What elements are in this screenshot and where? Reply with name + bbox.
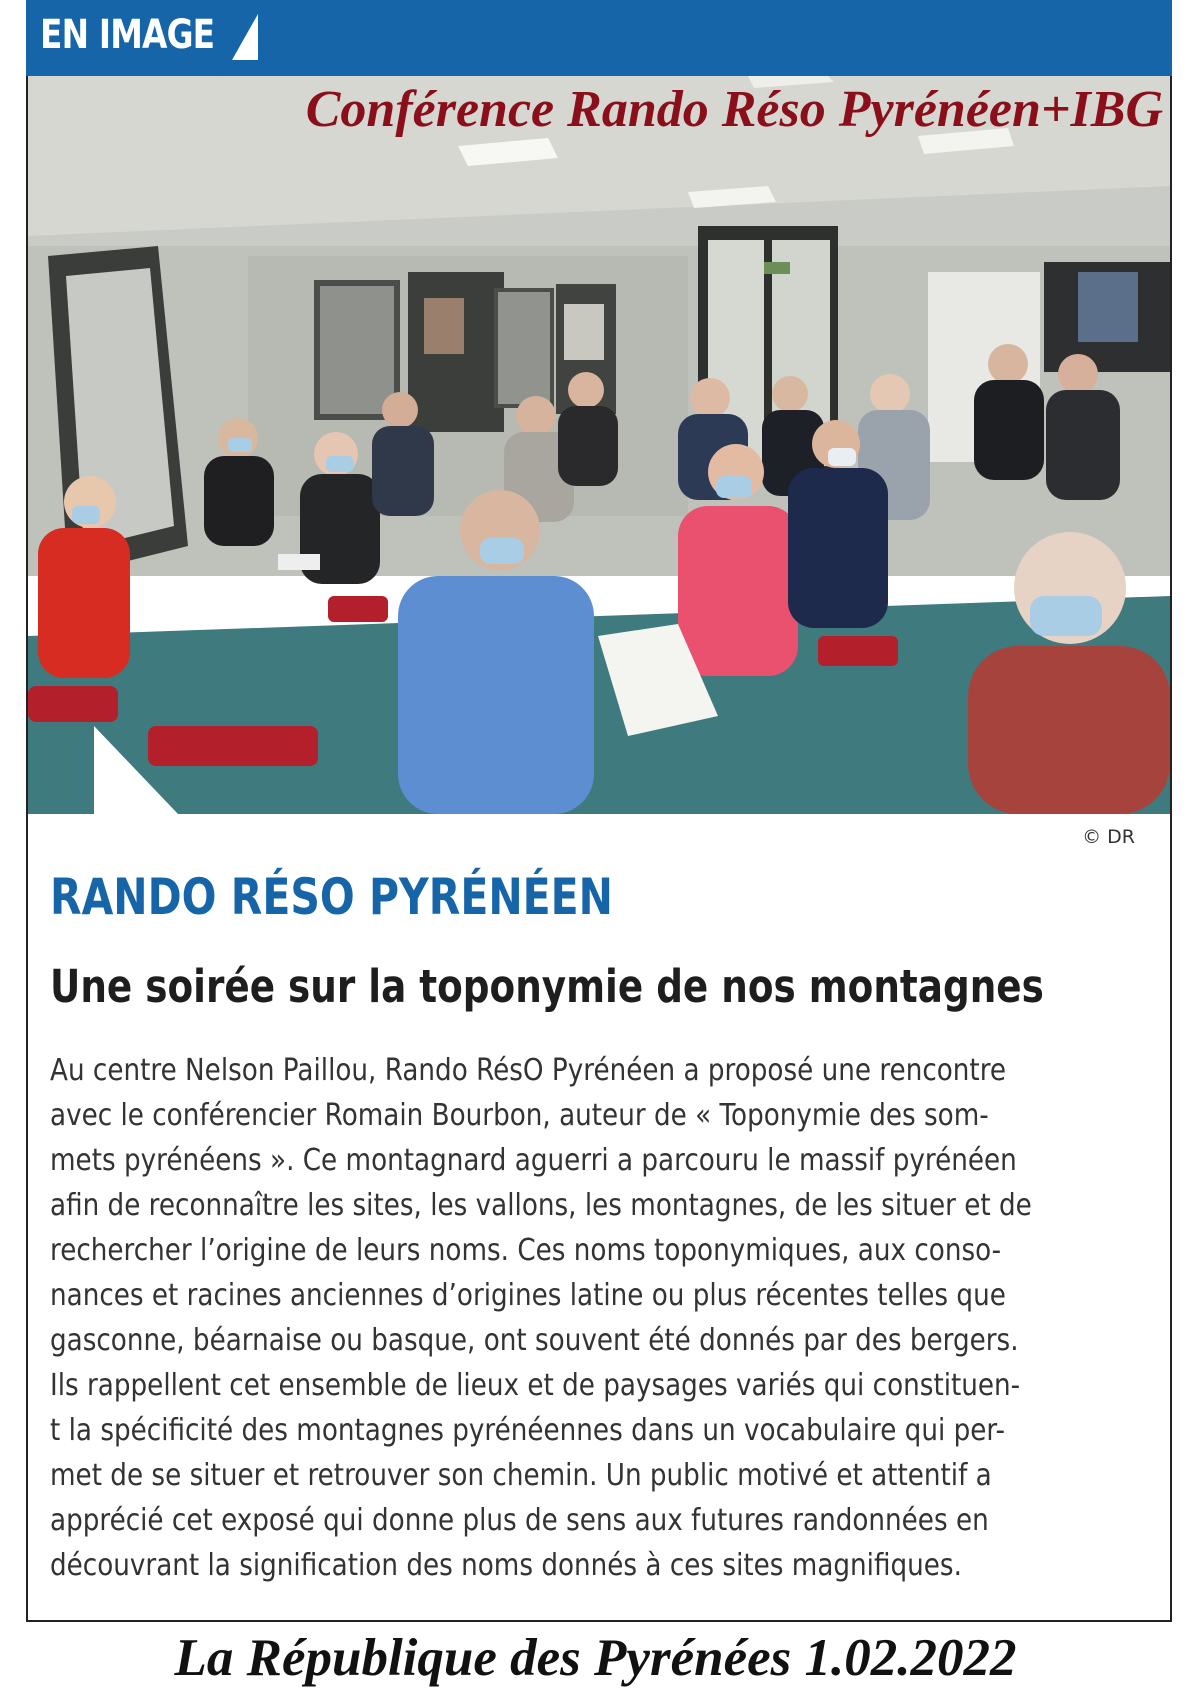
body-line: Au centre Nelson Paillou, Rando RésO Pyrénéen a proposé une rencontre [50, 1053, 1007, 1088]
conference-photo [28, 76, 1170, 814]
body-line: nances et racines anciennes d’origines latine ou plus récentes telles que [50, 1278, 1006, 1313]
body-line: mets pyrénéens ». Ce montagnard aguerri a parcouru le massif pyrénéen [50, 1143, 1017, 1178]
body-line: avec le conférencier Romain Bourbon, auteur de « Toponymie des som- [50, 1098, 989, 1133]
article-body [50, 1048, 1150, 1588]
body-line: apprécié cet exposé qui donne plus de sens aux futures randonnées en [50, 1503, 989, 1538]
body-line: met de se situer et retrouver son chemin. Un public motivé et attentif a [50, 1458, 992, 1493]
photo-overlay-title: Conférence Rando Réso Pyrénéen+IBG [305, 81, 1163, 138]
body-line: gasconne, béarnaise ou basque, ont souvent été donnés par des bergers. [50, 1323, 1019, 1358]
article-kicker: RANDO RÉSO PYRÉNÉEN [50, 868, 613, 926]
newspaper-source: La République des Pyrénées 1.02.2022 [174, 1629, 1017, 1687]
body-line: Ils rappellent cet ensemble de lieux et de paysages variés qui constituen- [50, 1368, 1021, 1403]
section-tag: EN IMAGE [40, 12, 215, 58]
article-headline: Une soirée sur la toponymie de nos montagnes [50, 960, 1044, 1013]
body-line: rechercher l’origine de leurs noms. Ces noms toponymiques, aux conso- [50, 1233, 1002, 1268]
photo-credit: © DR [1082, 826, 1135, 848]
body-line: découvrant la signification des noms donnés à ces sites magnifiques. [50, 1548, 962, 1583]
body-line: t la spécificité des montagnes pyrénéennes dans un vocabulaire qui per- [50, 1413, 1005, 1448]
body-line: afin de reconnaître les sites, les vallons, les montagnes, de les situer et de [50, 1188, 1032, 1223]
